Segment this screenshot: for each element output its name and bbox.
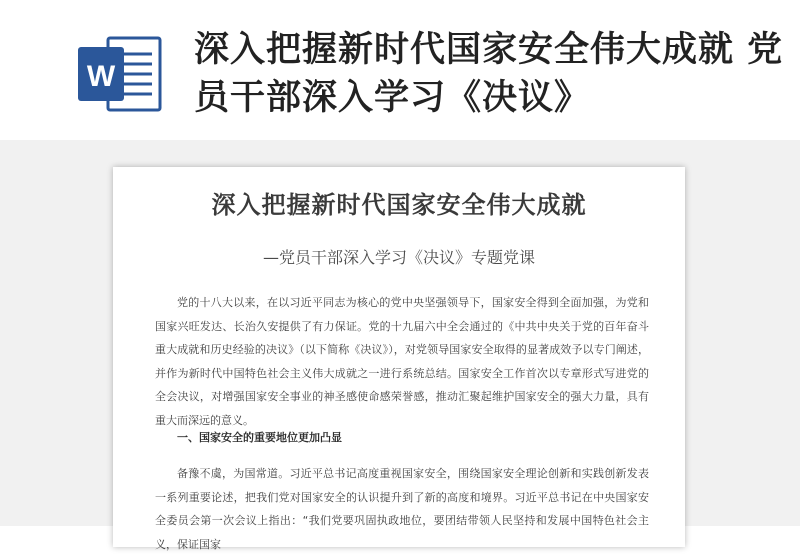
paragraph-1: 党的十八大以来，在以习近平同志为核心的党中央坚强领导下，国家安全得到全面加强，为党和国家兴旺发达、长治久安提供了有力保证。党的十九届六中全会通过的《中共中央关于党的百年奋斗重大成就和历史经验的决议》（以下简称《决议》），对党领导国家安全取得的显著成效予以专门阐述，并作为新时代中国特色社会主义伟大成就之一进行系统总结。国家安全工作首次以专章形式写进党的全会决议，对增强国家安全事业的神圣感使命感荣誉感，推动汇聚起维护国家安全的强大力量，具有重大而深远的意义。 (155, 296, 649, 427)
header (0, 0, 800, 140)
word-icon-letter: W (86, 60, 116, 93)
word-document-icon (78, 34, 162, 114)
paragraph-2: 备豫不虞，为国常道。习近平总书记高度重视国家安全，围绕国家安全理论创新和实践创新发表一系列重要论述，把我们党对国家安全的认识提升到了新的高度和境界。习近平总书记在中央国家安全委员会第一次会议上指出：“我们党要巩固执政地位，要团结带领人民坚持和发展中国特色社会主义，保证国家 (155, 467, 649, 551)
document-subtitle: —党员干部深入学习《决议》专题党课 (262, 248, 535, 267)
document-page (113, 167, 685, 551)
section-heading-1: 一、国家安全的重要地位更加凸显 (177, 431, 342, 444)
header-title: 深入把握新时代国家安全伟大成就 党员干部深入学习《决议》 (194, 30, 784, 118)
document-title: 深入把握新时代国家安全伟大成就 (211, 191, 587, 219)
